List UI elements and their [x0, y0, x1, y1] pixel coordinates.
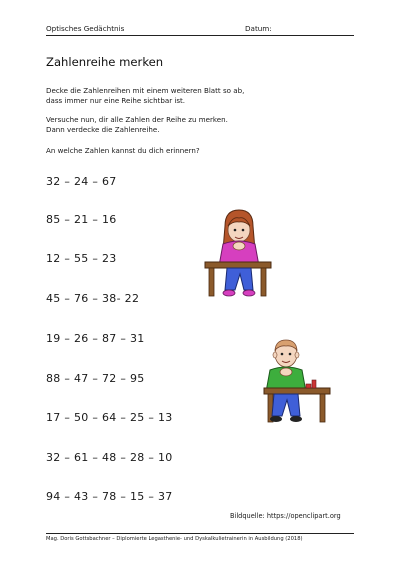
girl-at-desk-illustration: [203, 208, 273, 300]
page-title: Zahlenreihe merken: [46, 55, 164, 69]
date-label: Datum:: [245, 24, 272, 33]
instruction-line: Dann verdecke die Zahlenreihe.: [46, 124, 160, 134]
instruction-line: Versuche nun, dir alle Zahlen der Reihe zu merken.: [46, 115, 228, 124]
number-row: 45 – 76 – 38- 22: [46, 292, 140, 305]
number-row: 94 – 43 – 78 – 15 – 37: [46, 490, 173, 503]
header-divider: [46, 35, 354, 36]
footer-divider: [46, 533, 354, 534]
instruction-line: An welche Zahlen kannst du dich erinnern?: [46, 146, 200, 155]
instruction-line: dass immer nur eine Reihe sichtbar ist.: [46, 95, 186, 105]
number-row: 85 – 21 – 16: [46, 213, 117, 226]
number-row: 32 – 61 – 48 – 28 – 10: [46, 451, 173, 464]
number-row: 12 – 55 – 23: [46, 252, 117, 265]
number-row: 17 – 50 – 64 – 25 – 13: [46, 411, 173, 424]
worksheet-topic: Optisches Gedächtnis: [46, 24, 125, 33]
page-footer: Mag. Doris Gottsbachner – Diplomierte Legasthenie- und Dyskalkulietrainerin in Ausbildung (2018): [46, 536, 303, 542]
image-credit: Bildquelle: https://openclipart.org: [230, 512, 341, 520]
number-row: 32 – 24 – 67: [46, 175, 117, 188]
number-row: 19 – 26 – 87 – 31: [46, 332, 145, 345]
boy-at-desk-illustration: [262, 336, 332, 426]
number-row: 88 – 47 – 72 – 95: [46, 372, 145, 385]
instruction-paragraph-2: [46, 115, 228, 134]
instruction-paragraph-1: [46, 86, 244, 105]
instruction-line: Decke die Zahlenreihen mit einem weiteren Blatt so ab,: [46, 86, 245, 95]
instruction-paragraph-3: [46, 146, 200, 156]
